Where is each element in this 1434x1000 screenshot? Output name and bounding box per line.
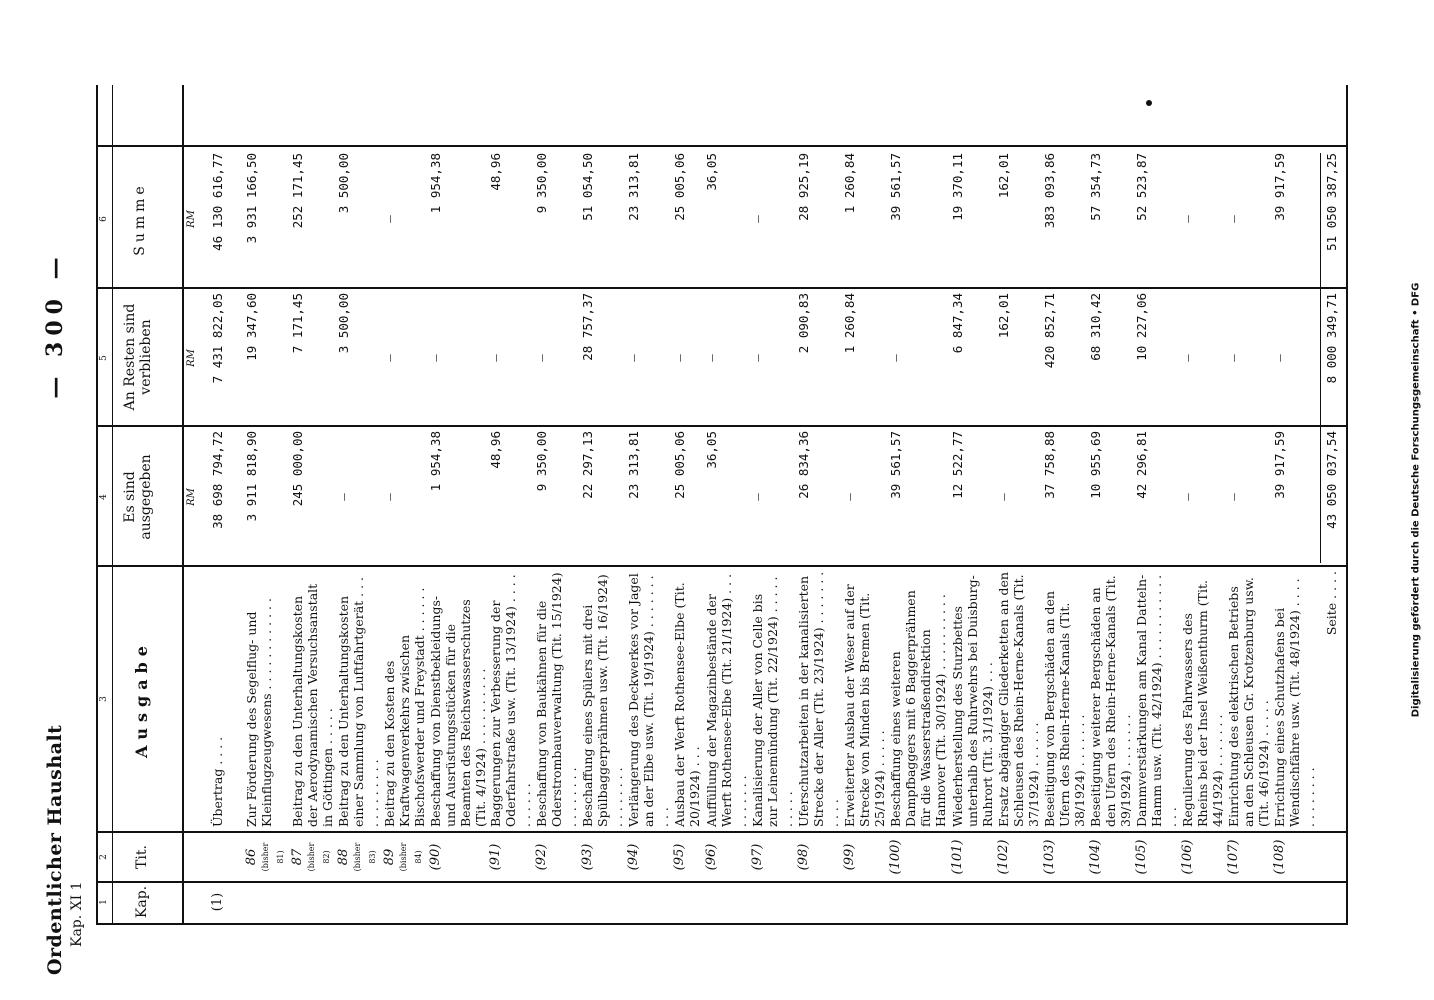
row-previous-title: (bisher 82) xyxy=(307,842,331,872)
row-spent: 25 005,06 xyxy=(672,431,687,499)
row-previous-title: (bisher 83) xyxy=(353,842,377,872)
row-spent: 245 000,00 xyxy=(290,431,305,507)
row-title-number: (96) xyxy=(704,843,719,871)
row-sum: 28 925,19 xyxy=(796,153,811,221)
row-spent: 36,05 xyxy=(704,431,719,469)
row-description: Beseitigung von Bergschäden an den Ufern des Rhein-Herne-Kanals (Tit. 38/1924) . . . . . . . xyxy=(1042,591,1087,827)
colnum-3: 3 xyxy=(99,696,109,702)
row-title-number: (108) xyxy=(1272,839,1287,875)
row-remaining: — xyxy=(382,354,397,362)
row-remaining: 6 847,34 xyxy=(950,293,965,354)
row-sum: 57 354,73 xyxy=(1088,153,1103,221)
row-sum: — xyxy=(750,215,765,223)
row-spent: 9 350,00 xyxy=(534,431,549,492)
row-spent: 3 911 818,90 xyxy=(244,431,259,522)
row-title-number: (104) xyxy=(1088,839,1103,875)
row-title-number: (97) xyxy=(750,843,765,871)
row-sum: 36,05 xyxy=(704,153,719,191)
row-sum: 25 005,06 xyxy=(672,153,687,221)
row-remaining: 162,01 xyxy=(996,293,1011,339)
row-description: Beschaffung eines weiteren Dampfbaggers mit 6 Baggerprähmen für die Wasserstraßendirektion Hannover (Tit. 30/1924) . . . . . . . . . . xyxy=(888,590,948,827)
col-divider xyxy=(98,881,1346,883)
col-divider xyxy=(98,565,1346,567)
row-sum: 252 171,45 xyxy=(290,153,305,229)
row-remaining: — xyxy=(534,354,549,362)
rotated-table-page xyxy=(40,65,1360,975)
row-description: Uferschutzarbeiten in der kanalisierten Strecke der Aller (Tit. 23/1924) . . . . . . . . . . . xyxy=(796,571,841,827)
row-spent: 42 296,81 xyxy=(1134,431,1149,499)
row-description: Zur Förderung des Segelflug- und Kleinflugzeugwesens . . . . . . . . . . . . xyxy=(244,598,274,827)
row-description: Verlängerung des Deckwerkes vor Jagel an der Elbe usw. (Tit. 19/1924) . . . . . . . . . . xyxy=(626,573,671,827)
row-remaining: 68 310,42 xyxy=(1088,293,1103,361)
row-description: Wiederherstellung des Sturzbettes unterhalb des Ruhrwehrs bei Duisburg-Ruhrort (Tit. 31/1924) . . . xyxy=(950,575,995,827)
row-sum: 52 523,87 xyxy=(1134,153,1149,221)
row-title-number: (103) xyxy=(1042,839,1057,875)
row-sum: 51 054,50 xyxy=(580,153,595,221)
row-title-number: (105) xyxy=(1134,839,1149,875)
row-remaining: 3 500,00 xyxy=(336,293,351,354)
row-sum: 1 260,84 xyxy=(842,153,857,214)
page-header-left xyxy=(44,725,85,975)
header-tit: Tit. xyxy=(134,845,150,869)
row-sum: 1 954,38 xyxy=(428,153,443,214)
total-rule xyxy=(1320,153,1321,563)
header-kap: Kap. xyxy=(134,885,150,919)
row-sum: 3 500,00 xyxy=(336,153,351,214)
row-spent: — xyxy=(382,493,397,501)
row-description: Beschaffung von Baukähnen für die Oderstrombauverwaltung (Tit. 15/1924) . . . . . . . . xyxy=(534,572,579,827)
row-sum: 48,96 xyxy=(488,153,503,191)
row-sum: 3 931 166,50 xyxy=(244,153,259,244)
total-label: Seite . . . . xyxy=(1324,571,1339,636)
row-title-number: (93) xyxy=(580,843,595,871)
row-description: Auffüllung der Magazinbestände der Werft Rothensee-Elbe (Tit. 21/1924) . . . . . . . . . . xyxy=(704,573,749,827)
col-divider xyxy=(98,831,1346,833)
row-title-number: (90) xyxy=(428,843,443,871)
row-spent: — xyxy=(996,493,1011,501)
col-divider xyxy=(98,425,1346,427)
row-spent: 23 313,81 xyxy=(626,431,641,499)
row-sum: — xyxy=(382,215,397,223)
row-spent: 39 917,59 xyxy=(1272,431,1287,499)
row-remaining: — xyxy=(750,354,765,362)
header-rule xyxy=(182,85,184,923)
row-title-number: (101) xyxy=(950,839,965,875)
row-title-number: (100) xyxy=(888,839,903,875)
row-remaining: 19 347,60 xyxy=(244,293,259,361)
row-spent: 37 758,88 xyxy=(1042,431,1057,499)
row-spent: — xyxy=(1180,493,1195,501)
row-sum: 19 370,11 xyxy=(950,153,965,221)
row-title-number: (106) xyxy=(1180,839,1195,875)
col-divider xyxy=(98,145,1346,147)
row-spent: — xyxy=(842,493,857,501)
row-title-number: (99) xyxy=(842,843,857,871)
row-remaining: 28 757,37 xyxy=(580,293,595,361)
page-number: — 300 — xyxy=(42,251,68,399)
header-summe: Summe xyxy=(132,182,148,256)
row-remaining: — xyxy=(626,354,641,362)
row-remaining: 1 260,84 xyxy=(842,293,857,354)
row-title-number: (98) xyxy=(796,843,811,871)
total-spent: 43 050 037,54 xyxy=(1324,431,1339,529)
row-description: Erweiterter Ausbau der Weser auf der Strecke von Minden bis Bremen (Tit. 25/1924) . . . . . xyxy=(842,584,887,827)
row-title-number: 89 xyxy=(382,848,397,866)
colnum-5: 5 xyxy=(99,355,109,361)
row-remaining: — xyxy=(672,354,687,362)
colnum-1: 1 xyxy=(99,899,109,905)
row-remaining: 7 431 822,05 xyxy=(210,293,225,384)
colnum-6: 6 xyxy=(99,216,109,222)
row-title-number: (94) xyxy=(626,843,641,871)
row-remaining: — xyxy=(1226,354,1241,362)
column-numbers xyxy=(98,85,113,923)
row-spent: 12 522,77 xyxy=(950,431,965,499)
row-title-number: 87 xyxy=(290,848,305,866)
row-spent: 22 297,13 xyxy=(580,431,595,499)
row-title-number: 88 xyxy=(336,848,351,866)
row-remaining: — xyxy=(888,354,903,362)
row-remaining: — xyxy=(704,354,719,362)
row-remaining: — xyxy=(1272,354,1287,362)
row-spent: 48,96 xyxy=(488,431,503,469)
row-sum: 39 561,57 xyxy=(888,153,903,221)
header-spent: Es sind ausgegeben xyxy=(122,454,154,540)
row-title-number: (92) xyxy=(534,843,549,871)
unit-remaining: RM xyxy=(186,349,197,367)
row-description: Kanalisierung der Aller von Celle bis zur Leinemündung (Tit. 22/1924) . . . . . . . . . . xyxy=(750,576,795,827)
row-title-number: (107) xyxy=(1226,839,1241,875)
row-description: Ausbau der Werft Rothensee-Elbe (Tit. 20/1924) . . . xyxy=(672,582,702,827)
row-title-number: (102) xyxy=(996,839,1011,875)
row-description: Beschaffung von Dienstbekleidungs- und Ausrüstungsstücken für die Beamten des Reichswasserschutzes (Tit. 4/1924) . . . . . . . . . . xyxy=(428,595,488,827)
budget-table xyxy=(96,85,1348,925)
total-remaining: 8 000 349,71 xyxy=(1324,293,1339,384)
row-sum: 162,01 xyxy=(996,153,1011,199)
row-spent: — xyxy=(1226,493,1241,501)
row-sum: 23 313,81 xyxy=(626,153,641,221)
row-title-number: 86 xyxy=(244,848,259,866)
row-spent: 1 954,38 xyxy=(428,431,443,492)
row-spent: 26 834,36 xyxy=(796,431,811,499)
chapter-label: Kap. XI 1 xyxy=(69,881,85,947)
row-spent: 10 955,69 xyxy=(1088,431,1103,499)
row-remaining: 7 171,45 xyxy=(290,293,305,354)
row-description: Einrichtung des elektrischen Betriebs an den Schleusen Gr. Krotzenburg usw. (Tit. 46/1924) . . . . . xyxy=(1226,577,1271,827)
row-remaining: 10 227,06 xyxy=(1134,293,1149,361)
row-sum: 383 093,86 xyxy=(1042,153,1057,229)
unit-summe: RM xyxy=(186,210,197,228)
row-previous-title: (bisher 84) xyxy=(399,842,423,872)
colnum-2: 2 xyxy=(99,854,109,860)
row-remaining: — xyxy=(488,354,503,362)
row-sum: 46 130 616,77 xyxy=(210,153,225,251)
row-spent: — xyxy=(336,493,351,501)
row-kap: (1) xyxy=(210,892,225,912)
row-description: Beschaffung eines Spülers mit drei Spülbaggerprähmen usw. (Tit. 16/1924) . . . . . . . . xyxy=(580,574,625,827)
header-remaining: An Resten sind verblieben xyxy=(122,303,154,411)
row-title-number: (95) xyxy=(672,843,687,871)
row-previous-title: (bisher 81) xyxy=(261,842,285,872)
row-sum: — xyxy=(1180,215,1195,223)
row-description: Regulierung des Fahrwassers des Rheins bei der Insel Weißenthurm (Tit. 44/1924) . . . . . . . xyxy=(1180,580,1225,827)
row-description: Beitrag zu den Unterhaltungskosten der Aerodynamischen Versuchsanstalt in Göttingen . . . . . xyxy=(290,583,335,827)
row-sum: 39 917,59 xyxy=(1272,153,1287,221)
row-description: Beitrag zu den Unterhaltungskosten einer Sammlung von Luftfahrtgerät . . . . . . . . . . . . xyxy=(336,576,381,827)
header-ausgabe: Ausgabe xyxy=(132,640,151,758)
row-spent: 39 561,57 xyxy=(888,431,903,499)
row-description: Beitrag zu den Kosten des Kraftwagenverkehrs zwischen Bischofswerder und Freystadt . . . . . . xyxy=(382,587,427,827)
unit-spent: RM xyxy=(186,488,197,506)
row-description: Errichtung eines Schutzhafens bei Wendischfähre usw. (Tit. 48/1924) . . . . . . . . . . . . xyxy=(1272,578,1317,827)
row-remaining: 420 852,71 xyxy=(1042,293,1057,369)
row-remaining: — xyxy=(428,354,443,362)
row-remaining: 2 090,83 xyxy=(796,293,811,354)
row-description: Dammverstärkungen am Kanal Datteln-Hamm usw. (Tit. 42/1924) . . . . . . . . . . . . . . xyxy=(1134,574,1179,827)
budget-title: Ordentlicher Haushalt xyxy=(44,724,66,975)
row-sum: — xyxy=(1226,215,1241,223)
row-spent: — xyxy=(750,493,765,501)
total-sum: 51 050 387,25 xyxy=(1324,153,1339,251)
digitization-note: Digitalisierung gefördert durch die Deutsche Forschungsgemeinschaft • DFG xyxy=(1410,282,1422,718)
ink-mark xyxy=(1146,100,1152,106)
row-description: Übertrag . . . . xyxy=(210,736,225,827)
row-sum: 9 350,00 xyxy=(534,153,549,214)
colnum-4: 4 xyxy=(99,494,109,500)
row-remaining: — xyxy=(1180,354,1195,362)
row-title-number: (91) xyxy=(488,843,503,871)
col-divider xyxy=(98,287,1346,289)
row-description: Beseitigung weiterer Bergschäden an den Ufern des Rhein-Herne-Kanals (Tit. 39/1924) . . . . . . . xyxy=(1088,575,1133,827)
row-spent: 38 698 794,72 xyxy=(210,431,225,529)
row-description: Ersatz abgängiger Gliederketten an den Schleusen des Rhein-Herne-Kanals (Tit. 37/1924) . . . . . . xyxy=(996,572,1041,827)
row-description: Baggerungen zur Verbesserung der Oderfahrstraße usw. (Tit. 13/1924) . . . . . . . . . . xyxy=(488,574,533,827)
